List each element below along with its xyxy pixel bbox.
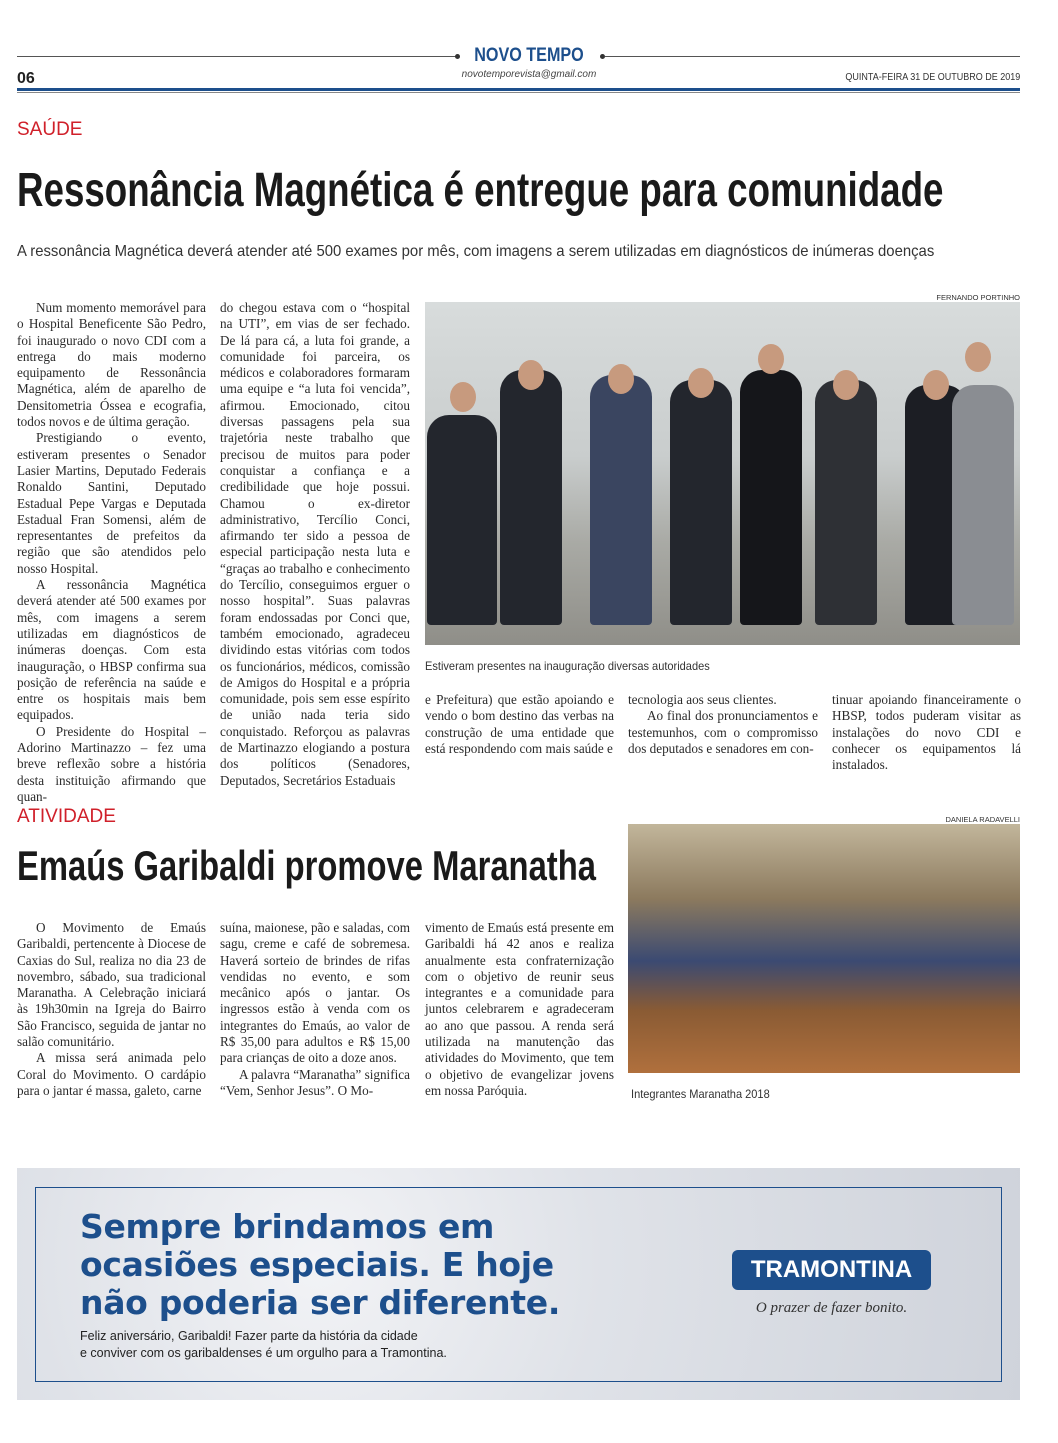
ad-body [80, 1328, 447, 1362]
paragraph: A palavra “Maranatha” significa “Vem, Senhor Jesus”. O Mo- [220, 1066, 410, 1098]
publication-email[interactable]: novotemporevista@gmail.com [461, 69, 597, 80]
article1-column-1 [17, 300, 206, 805]
paragraph: do chegou estava com o “hospital na UTI”, em vias de ser fechado. De lá para cá, a luta foi grande, a comunidade foi parceira, os médicos e colaboradores formaram uma equipe e “a luta foi vencida”, afirmou. Emocionado, citou diversas passagens pela sua trajetória neste trabalho que precisou de muitos para poder conquistar a confiança e a credibilidade que hoje possui. Chamou o ex-diretor administrativo, Tercílio Conci, afirmando ter sido a pessoa de especial participação nesta luta e “graças ao trabalho e conhecimento do Tercílio, conseguimos erguer o nosso hospital”. Suas palavras foram endossadas por Conci que, também emocionado, agradeceu dividindo estas vitórias com todos os funcionários, médicos, comissão de Amigos do Hospital e a própria comunidade, pois sem esse espírito de união nada teria sido conquistado. Reforçou as palavras de Martinazzo elogiando a postura dos políticos (Senadores, Deputados, Secretários Estaduais [220, 300, 410, 788]
photo-credit: DANIELA RADAVELLI [945, 815, 1020, 824]
paragraph: A missa será animada pelo Coral do Movimento. O cardápio para o jantar é massa, galeto, carne [17, 1050, 206, 1098]
ad-headline-line: não poderia ser diferente. [80, 1283, 561, 1322]
paragraph: tinuar apoiando financeiramente o HBSP, todos puderam visitar as instalações do novo CDI e conhecer os equipamentos lá instalados. [832, 692, 1021, 773]
article1-column-3 [425, 692, 614, 757]
photo-credit: FERNANDO PORTINHO [936, 293, 1020, 302]
article1-column-2 [220, 300, 410, 789]
article1-headline: Ressonância Magnética é entregue para comunidade [17, 164, 944, 217]
article2-column-3 [425, 920, 614, 1099]
article2-photo [628, 824, 1020, 1073]
paragraph: Ao final dos pronunciamentos e testemunhos, com o compromisso dos deputados e senadores em con- [628, 708, 818, 756]
ad-headline [80, 1208, 560, 1322]
paragraph: tecnologia aos seus clientes. [628, 692, 777, 707]
ad-headline-line: Sempre brindamos em [80, 1207, 495, 1246]
tramontina-logo: TRAMONTINA [732, 1250, 931, 1290]
article2-column-1 [17, 920, 206, 1099]
publication-name: NOVO TEMPO [474, 45, 584, 66]
ad-body-line: e conviver com os garibaldenses é um orgulho para a Tramontina. [80, 1346, 447, 1360]
article1-subheadline: A ressonância Magnética deverá atender até 500 exames por mês, com imagens a serem utilizadas em diagnósticos de inúmeras doenças [17, 243, 935, 260]
paragraph: Num momento memorável para o Hospital Beneficente São Pedro, foi inaugurado o novo CDI com a entrega do mais moderno equipamento de Ressonância Magnética, além de aparelho de Densitometria Óssea e ecografia, todos novos e de última geração. [17, 300, 206, 430]
article1-column-5 [832, 692, 1021, 773]
ad-slogan: O prazer de fazer bonito. [755, 1300, 908, 1316]
paragraph: e Prefeitura) que estão apoiando e vendo o bom destino das verbas na construção de uma entidade que está respondendo com mais saúde e [425, 692, 614, 756]
paragraph: suína, maionese, pão e saladas, com sagu, creme e café de sobremesa. Haverá sorteio de brindes de rifas vendidas no evento, e som mecânico após o jantar. Os ingressos estão à venda com os integrantes do Emaús, ao valor de R$ 35,00 para adultos e R$ 15,00 para crianças de oito a doze anos. [220, 920, 410, 1066]
article1-photo [425, 302, 1020, 645]
header-rule-thin [17, 92, 1020, 93]
section-label-saude: SAÚDE [17, 119, 83, 140]
paragraph: O Movimento de Emaús Garibaldi, pertencente à Diocese de Caxias do Sul, realiza no dia 23 de novembro, sábado, sua tradicional Maranatha. A Celebração iniciará às 19h30min na Igreja do Bairro São Francisco, seguida de jantar no salão comunitário. [17, 920, 206, 1050]
ad-headline-line: ocasiões especiais. E hoje [80, 1245, 554, 1284]
section-label-atividade: ATIVIDADE [17, 806, 116, 827]
ad-body-line: Feliz aniversário, Garibaldi! Fazer parte da história da cidade [80, 1329, 418, 1343]
photo-caption: Integrantes Maranatha 2018 [631, 1087, 770, 1101]
article2-column-2 [220, 920, 410, 1099]
issue-date: QUINTA-FEIRA 31 DE OUTUBRO DE 2019 [845, 72, 1020, 83]
paragraph: Prestigiando o evento, estiveram presentes o Senador Lasier Martins, Deputado Federais Ronaldo Santini, Deputado Estadual Pepe Vargas e Deputada Estadual Fran Somensi, além de representantes de prefeitos da região que são atendidos pelo nosso Hospital. [17, 430, 206, 576]
header-rule [17, 88, 1020, 91]
page-number: 06 [17, 70, 35, 87]
paragraph: vimento de Emaús está presente em Garibaldi há 42 anos e realiza anualmente esta confraternização com o objetivo de reunir seus integrantes e a comunidade para juntos celebrarem e agradeceram ao ano que passou. A renda será utilizada na manutenção das atividades do Movimento, que tem o objetivo de evangelizar jovens em nossa Paróquia. [425, 920, 614, 1098]
article2-headline: Emaús Garibaldi promove Maranatha [17, 842, 596, 889]
article1-column-4 [628, 692, 818, 757]
photo-caption: Estiveram presentes na inauguração diversas autoridades [425, 659, 710, 673]
paragraph: O Presidente do Hospital – Adorino Martinazzo – fez uma breve reflexão sobre a história desta instituição afirmando que quan- [17, 723, 206, 804]
paragraph: A ressonância Magnética deverá atender até 500 exames por mês, com imagens a serem utilizadas em diagnósticos de inúmeras doenças. Com esta inauguração, o HBSP confirma sua posição de referência na saúde e entre os hospitais mais bem equipados. [17, 577, 206, 723]
